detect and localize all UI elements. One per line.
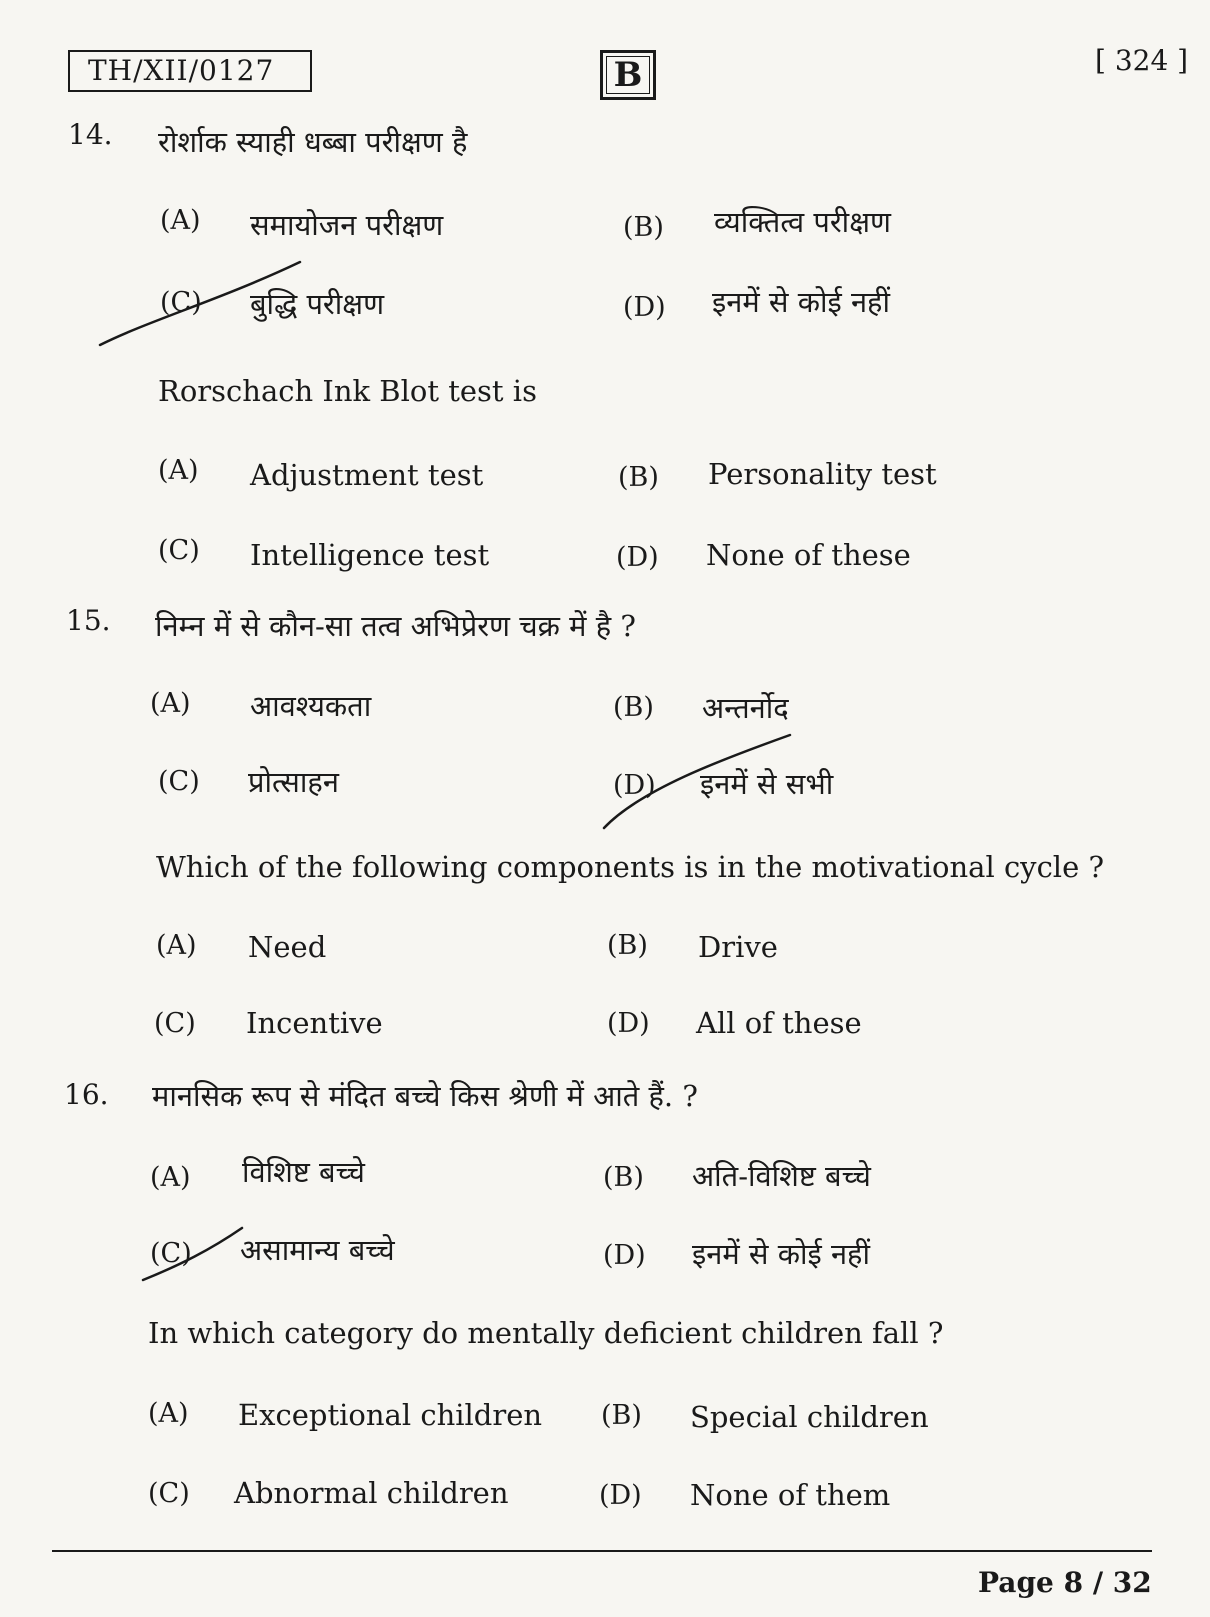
set-label: B <box>600 50 656 100</box>
option-letter: (B) <box>623 212 664 243</box>
option-text: Need <box>248 930 327 964</box>
option-letter: (B) <box>607 930 648 961</box>
option-text: All of these <box>696 1006 862 1040</box>
option-letter: (A) <box>158 455 199 486</box>
option-text: Incentive <box>246 1006 383 1040</box>
question-number: 15. <box>66 604 111 637</box>
option-letter: (C) <box>148 1478 190 1509</box>
option-text: प्रोत्साहन <box>248 765 339 799</box>
option-letter: (D) <box>607 1008 650 1039</box>
option-text: None of them <box>690 1478 891 1512</box>
option-letter: (B) <box>603 1162 644 1193</box>
option-letter: (C) <box>154 1008 196 1039</box>
option-text: Abnormal children <box>234 1476 509 1510</box>
option-letter: (C) <box>158 535 200 566</box>
option-letter: (D) <box>613 770 656 801</box>
option-letter: (A) <box>156 930 197 961</box>
question-number: 16. <box>64 1078 109 1111</box>
option-letter: (D) <box>603 1240 646 1271</box>
option-text: None of these <box>706 538 911 572</box>
option-letter: (A) <box>150 688 191 719</box>
option-text: इनमें से कोई नहीं <box>692 1237 870 1271</box>
option-text: बुद्धि परीक्षण <box>250 287 385 321</box>
option-text: व्यक्तित्व परीक्षण <box>714 205 891 239</box>
serial-number: [ 324 ] <box>1095 44 1189 77</box>
paper-code: TH/XII/0127 <box>68 50 312 92</box>
option-letter: (A) <box>160 205 201 236</box>
option-letter: (C) <box>160 287 202 318</box>
option-text: इनमें से कोई नहीं <box>712 285 890 319</box>
option-text: अति-विशिष्ट बच्चे <box>692 1159 871 1193</box>
option-text: Special children <box>690 1400 929 1434</box>
question-text-hindi: रोर्शाक स्याही धब्बा परीक्षण है <box>158 125 468 159</box>
option-text: Intelligence test <box>250 538 490 572</box>
option-letter: (D) <box>616 542 659 573</box>
question-text-hindi: मानसिक रूप से मंदित बच्चे किस श्रेणी में आते हैं. ? <box>152 1079 698 1113</box>
page-number: Page 8 / 32 <box>978 1566 1152 1599</box>
option-text: आवश्यकता <box>250 689 372 723</box>
option-text: समायोजन परीक्षण <box>250 208 444 242</box>
option-text: विशिष्ट बच्चे <box>242 1155 365 1189</box>
option-text: Personality test <box>708 457 937 491</box>
footer-rule <box>52 1550 1152 1552</box>
option-text: Drive <box>698 930 778 964</box>
question-text-english: Rorschach Ink Blot test is <box>158 374 537 408</box>
option-text: इनमें से सभी <box>700 767 834 801</box>
option-letter: (B) <box>618 462 659 493</box>
option-letter: (A) <box>150 1162 191 1193</box>
option-letter: (D) <box>623 292 666 323</box>
option-text: Exceptional children <box>238 1398 543 1432</box>
option-letter: (D) <box>599 1480 642 1511</box>
option-letter: (C) <box>150 1238 192 1269</box>
option-letter: (B) <box>613 692 654 723</box>
option-letter: (A) <box>148 1398 189 1429</box>
question-text-english: Which of the following components is in the motivational cycle ? <box>156 850 1105 884</box>
option-text: Adjustment test <box>250 458 484 492</box>
question-number: 14. <box>68 118 113 151</box>
question-text-hindi: निम्न में से कौन-सा तत्व अभिप्रेरण चक्र में है ? <box>155 609 636 643</box>
option-letter: (B) <box>601 1400 642 1431</box>
option-text: अन्तर्नोद <box>702 691 789 725</box>
option-text: असामान्य बच्चे <box>240 1233 395 1267</box>
question-text-english: In which category do mentally deficient children fall ? <box>148 1316 944 1350</box>
option-letter: (C) <box>158 766 200 797</box>
